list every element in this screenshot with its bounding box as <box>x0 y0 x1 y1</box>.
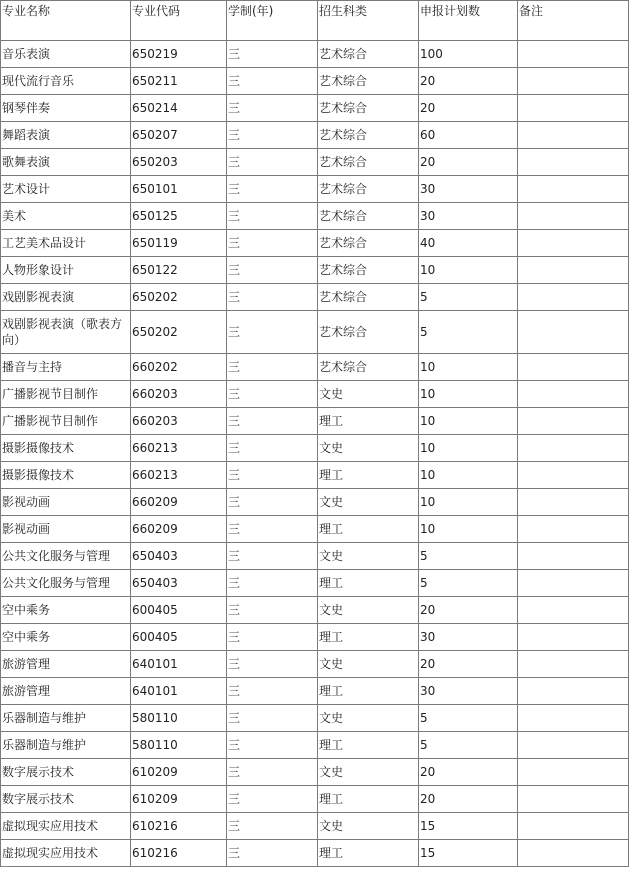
cell-major-name: 戏剧影视表演 <box>1 284 131 311</box>
header-category: 招生科类 <box>318 1 419 41</box>
cell-note <box>518 354 629 381</box>
table-row <box>1 840 629 867</box>
cell-quota: 5 <box>419 284 518 311</box>
cell-major-code: 650207 <box>131 122 227 149</box>
cell-major-name: 音乐表演 <box>1 41 131 68</box>
cell-category: 理工 <box>318 786 419 813</box>
cell-major-name: 乐器制造与维护 <box>1 705 131 732</box>
cell-quota: 10 <box>419 435 518 462</box>
cell-note <box>518 543 629 570</box>
cell-quota: 30 <box>419 203 518 230</box>
cell-major-code: 650203 <box>131 149 227 176</box>
cell-category: 文史 <box>318 489 419 516</box>
table-row <box>1 257 629 284</box>
cell-duration: 三 <box>227 95 318 122</box>
cell-category: 艺术综合 <box>318 203 419 230</box>
cell-duration: 三 <box>227 489 318 516</box>
cell-quota: 20 <box>419 95 518 122</box>
cell-category: 艺术综合 <box>318 257 419 284</box>
cell-note <box>518 176 629 203</box>
cell-category: 艺术综合 <box>318 95 419 122</box>
cell-note <box>518 41 629 68</box>
cell-note <box>518 840 629 867</box>
cell-duration: 三 <box>227 759 318 786</box>
table-row <box>1 813 629 840</box>
table-row <box>1 95 629 122</box>
cell-duration: 三 <box>227 176 318 203</box>
cell-major-name: 影视动画 <box>1 516 131 543</box>
cell-major-code: 650119 <box>131 230 227 257</box>
cell-major-name: 旅游管理 <box>1 651 131 678</box>
cell-quota: 5 <box>419 732 518 759</box>
table-row <box>1 597 629 624</box>
cell-category: 理工 <box>318 516 419 543</box>
header-duration: 学制(年) <box>227 1 318 41</box>
cell-major-name: 美术 <box>1 203 131 230</box>
cell-major-name: 旅游管理 <box>1 678 131 705</box>
cell-quota: 10 <box>419 516 518 543</box>
cell-quota: 5 <box>419 543 518 570</box>
cell-duration: 三 <box>227 732 318 759</box>
cell-category: 理工 <box>318 678 419 705</box>
cell-note <box>518 122 629 149</box>
cell-major-name: 公共文化服务与管理 <box>1 570 131 597</box>
cell-major-name: 播音与主持 <box>1 354 131 381</box>
cell-duration: 三 <box>227 408 318 435</box>
cell-duration: 三 <box>227 516 318 543</box>
cell-major-name: 数字展示技术 <box>1 759 131 786</box>
cell-major-name: 空中乘务 <box>1 624 131 651</box>
cell-duration: 三 <box>227 570 318 597</box>
cell-duration: 三 <box>227 284 318 311</box>
cell-major-code: 640101 <box>131 678 227 705</box>
table-row <box>1 786 629 813</box>
cell-major-name: 数字展示技术 <box>1 786 131 813</box>
table-row <box>1 516 629 543</box>
cell-note <box>518 435 629 462</box>
cell-duration: 三 <box>227 624 318 651</box>
table-row <box>1 489 629 516</box>
cell-category: 艺术综合 <box>318 68 419 95</box>
cell-note <box>518 597 629 624</box>
cell-note <box>518 284 629 311</box>
cell-duration: 三 <box>227 122 318 149</box>
cell-duration: 三 <box>227 41 318 68</box>
cell-note <box>518 786 629 813</box>
cell-major-name: 摄影摄像技术 <box>1 435 131 462</box>
cell-major-name: 公共文化服务与管理 <box>1 543 131 570</box>
cell-major-code: 660213 <box>131 462 227 489</box>
cell-category: 艺术综合 <box>318 176 419 203</box>
cell-major-code: 650122 <box>131 257 227 284</box>
cell-note <box>518 489 629 516</box>
table-row <box>1 122 629 149</box>
cell-duration: 三 <box>227 786 318 813</box>
cell-category: 艺术综合 <box>318 149 419 176</box>
cell-duration: 三 <box>227 705 318 732</box>
cell-category: 文史 <box>318 813 419 840</box>
cell-note <box>518 624 629 651</box>
cell-note <box>518 408 629 435</box>
cell-category: 文史 <box>318 435 419 462</box>
table-row <box>1 149 629 176</box>
cell-duration: 三 <box>227 462 318 489</box>
cell-major-name: 戏剧影视表演（歌表方向） <box>1 311 131 354</box>
cell-category: 文史 <box>318 381 419 408</box>
cell-note <box>518 257 629 284</box>
table-row <box>1 435 629 462</box>
cell-quota: 5 <box>419 570 518 597</box>
cell-category: 艺术综合 <box>318 41 419 68</box>
cell-note <box>518 203 629 230</box>
cell-quota: 30 <box>419 176 518 203</box>
cell-quota: 20 <box>419 759 518 786</box>
cell-category: 理工 <box>318 732 419 759</box>
cell-major-name: 艺术设计 <box>1 176 131 203</box>
cell-major-code: 650403 <box>131 543 227 570</box>
cell-major-name: 乐器制造与维护 <box>1 732 131 759</box>
cell-quota: 20 <box>419 786 518 813</box>
table-row <box>1 284 629 311</box>
cell-category: 艺术综合 <box>318 284 419 311</box>
cell-quota: 30 <box>419 678 518 705</box>
cell-note <box>518 705 629 732</box>
cell-major-code: 650403 <box>131 570 227 597</box>
table-row <box>1 651 629 678</box>
cell-quota: 15 <box>419 813 518 840</box>
table-row <box>1 732 629 759</box>
cell-duration: 三 <box>227 354 318 381</box>
table-row <box>1 705 629 732</box>
table-row <box>1 230 629 257</box>
cell-major-name: 空中乘务 <box>1 597 131 624</box>
cell-quota: 10 <box>419 408 518 435</box>
cell-duration: 三 <box>227 203 318 230</box>
cell-major-code: 600405 <box>131 597 227 624</box>
cell-major-code: 580110 <box>131 732 227 759</box>
cell-major-name: 工艺美术品设计 <box>1 230 131 257</box>
cell-major-code: 610216 <box>131 840 227 867</box>
cell-category: 理工 <box>318 462 419 489</box>
cell-duration: 三 <box>227 840 318 867</box>
cell-major-code: 660202 <box>131 354 227 381</box>
cell-category: 文史 <box>318 543 419 570</box>
cell-note <box>518 570 629 597</box>
cell-category: 文史 <box>318 759 419 786</box>
cell-major-name: 现代流行音乐 <box>1 68 131 95</box>
cell-major-code: 650219 <box>131 41 227 68</box>
table-row <box>1 624 629 651</box>
cell-major-name: 虚拟现实应用技术 <box>1 840 131 867</box>
cell-quota: 20 <box>419 68 518 95</box>
table-header <box>1 1 629 41</box>
cell-category: 理工 <box>318 840 419 867</box>
header-major-code: 专业代码 <box>131 1 227 41</box>
table-body <box>1 41 629 867</box>
table-row <box>1 41 629 68</box>
cell-note <box>518 68 629 95</box>
cell-note <box>518 230 629 257</box>
cell-note <box>518 651 629 678</box>
cell-duration: 三 <box>227 381 318 408</box>
cell-duration: 三 <box>227 230 318 257</box>
cell-quota: 60 <box>419 122 518 149</box>
cell-category: 理工 <box>318 408 419 435</box>
table-row <box>1 68 629 95</box>
cell-category: 艺术综合 <box>318 354 419 381</box>
table-row <box>1 311 629 354</box>
cell-category: 理工 <box>318 570 419 597</box>
cell-quota: 10 <box>419 257 518 284</box>
cell-quota: 10 <box>419 354 518 381</box>
header-row <box>1 1 629 41</box>
cell-category: 文史 <box>318 651 419 678</box>
table-row <box>1 570 629 597</box>
cell-major-name: 摄影摄像技术 <box>1 462 131 489</box>
cell-major-code: 610216 <box>131 813 227 840</box>
cell-note <box>518 732 629 759</box>
cell-category: 文史 <box>318 705 419 732</box>
cell-category: 艺术综合 <box>318 230 419 257</box>
cell-note <box>518 759 629 786</box>
table-row <box>1 408 629 435</box>
cell-major-name: 钢琴伴奏 <box>1 95 131 122</box>
cell-major-code: 650202 <box>131 284 227 311</box>
cell-quota: 20 <box>419 651 518 678</box>
header-major-name: 专业名称 <box>1 1 131 41</box>
cell-quota: 10 <box>419 462 518 489</box>
cell-duration: 三 <box>227 651 318 678</box>
cell-major-code: 610209 <box>131 786 227 813</box>
cell-duration: 三 <box>227 597 318 624</box>
cell-major-code: 600405 <box>131 624 227 651</box>
cell-major-code: 650214 <box>131 95 227 122</box>
cell-major-code: 660209 <box>131 489 227 516</box>
cell-major-name: 歌舞表演 <box>1 149 131 176</box>
cell-quota: 10 <box>419 381 518 408</box>
cell-note <box>518 311 629 354</box>
cell-major-name: 人物形象设计 <box>1 257 131 284</box>
cell-duration: 三 <box>227 311 318 354</box>
cell-duration: 三 <box>227 543 318 570</box>
cell-quota: 20 <box>419 597 518 624</box>
cell-note <box>518 678 629 705</box>
cell-quota: 15 <box>419 840 518 867</box>
table-row <box>1 381 629 408</box>
cell-duration: 三 <box>227 435 318 462</box>
table-row <box>1 678 629 705</box>
cell-quota: 5 <box>419 705 518 732</box>
cell-note <box>518 381 629 408</box>
cell-note <box>518 149 629 176</box>
cell-quota: 40 <box>419 230 518 257</box>
cell-major-code: 650125 <box>131 203 227 230</box>
cell-major-name: 广播影视节目制作 <box>1 408 131 435</box>
cell-duration: 三 <box>227 68 318 95</box>
cell-major-code: 650101 <box>131 176 227 203</box>
cell-note <box>518 462 629 489</box>
header-note: 备注 <box>518 1 629 41</box>
table-row <box>1 176 629 203</box>
cell-major-code: 610209 <box>131 759 227 786</box>
table-row <box>1 462 629 489</box>
cell-quota: 100 <box>419 41 518 68</box>
cell-duration: 三 <box>227 678 318 705</box>
cell-major-code: 660203 <box>131 408 227 435</box>
cell-major-code: 580110 <box>131 705 227 732</box>
cell-major-code: 660213 <box>131 435 227 462</box>
cell-major-code: 660203 <box>131 381 227 408</box>
cell-category: 文史 <box>318 597 419 624</box>
cell-category: 理工 <box>318 624 419 651</box>
page-continuation-mark <box>2 866 8 871</box>
cell-note <box>518 95 629 122</box>
cell-note <box>518 516 629 543</box>
cell-category: 艺术综合 <box>318 122 419 149</box>
table-row <box>1 543 629 570</box>
cell-duration: 三 <box>227 257 318 284</box>
cell-major-code: 640101 <box>131 651 227 678</box>
cell-note <box>518 813 629 840</box>
cell-major-name: 广播影视节目制作 <box>1 381 131 408</box>
cell-quota: 10 <box>419 489 518 516</box>
cell-duration: 三 <box>227 149 318 176</box>
cell-major-code: 660209 <box>131 516 227 543</box>
cell-quota: 5 <box>419 311 518 354</box>
table-row <box>1 354 629 381</box>
table-row <box>1 203 629 230</box>
cell-major-code: 650202 <box>131 311 227 354</box>
cell-major-code: 650211 <box>131 68 227 95</box>
header-quota: 申报计划数 <box>419 1 518 41</box>
cell-major-name: 舞蹈表演 <box>1 122 131 149</box>
cell-major-name: 影视动画 <box>1 489 131 516</box>
cell-major-name: 虚拟现实应用技术 <box>1 813 131 840</box>
table-row <box>1 759 629 786</box>
cell-quota: 20 <box>419 149 518 176</box>
cell-quota: 30 <box>419 624 518 651</box>
cell-category: 艺术综合 <box>318 311 419 354</box>
cell-duration: 三 <box>227 813 318 840</box>
